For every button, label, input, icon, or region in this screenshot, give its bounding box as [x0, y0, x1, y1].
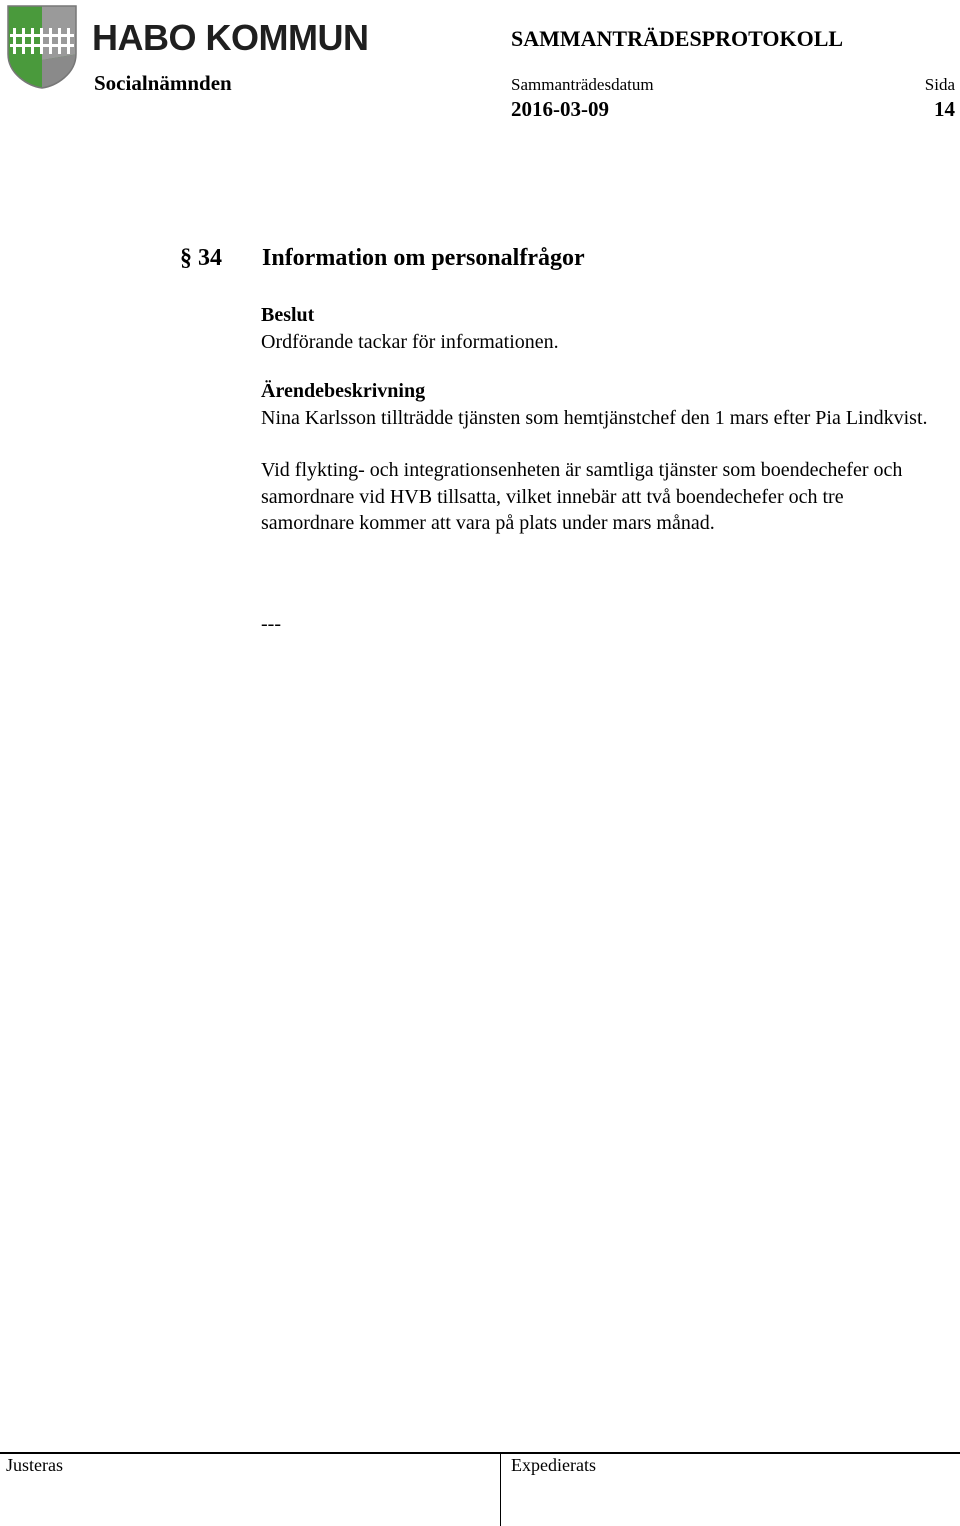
description-paragraph-1: Nina Karlsson tillträdde tjänsten som hemtjänstchef den 1 mars efter Pia Lindkvist.	[261, 406, 928, 429]
meeting-date-label: Sammanträdesdatum	[511, 75, 654, 94]
section-title: Information om personalfrågor	[262, 245, 585, 271]
expedierats-label: Expedierats	[511, 1455, 596, 1475]
footer-rule	[0, 1452, 960, 1454]
department-name: Socialnämnden	[94, 71, 232, 95]
section-body	[261, 302, 941, 637]
section-number	[180, 242, 262, 274]
justeras-label: Justeras	[6, 1455, 63, 1475]
section-symbol: §	[180, 245, 192, 271]
document-type: SAMMANTRÄDESPROTOKOLL	[511, 26, 844, 51]
habo-coat-of-arms-logo	[6, 4, 78, 90]
page-label: Sida	[924, 75, 955, 94]
page-number: 14	[934, 97, 955, 121]
meeting-date-value: 2016-03-09	[511, 97, 609, 121]
logo-wordmark: HABO KOMMUN	[92, 17, 369, 58]
decision-text: Ordförande tackar för informationen.	[261, 330, 559, 353]
footer-divider	[500, 1453, 501, 1526]
section-separator: ---	[261, 612, 281, 635]
decision-heading: Beslut	[261, 304, 315, 326]
section-number-value: 34	[198, 245, 222, 271]
section-heading	[180, 242, 585, 274]
description-heading: Ärendebeskrivning	[261, 380, 426, 402]
description-paragraph-2: Vid flykting- och integrationsenheten är samtliga tjänster som boendechefer och samordnare vid HVB tillsatta, vilket innebär att två boendechefer och tre samordnare kommer att vara på plats under mars månad.	[261, 459, 903, 534]
